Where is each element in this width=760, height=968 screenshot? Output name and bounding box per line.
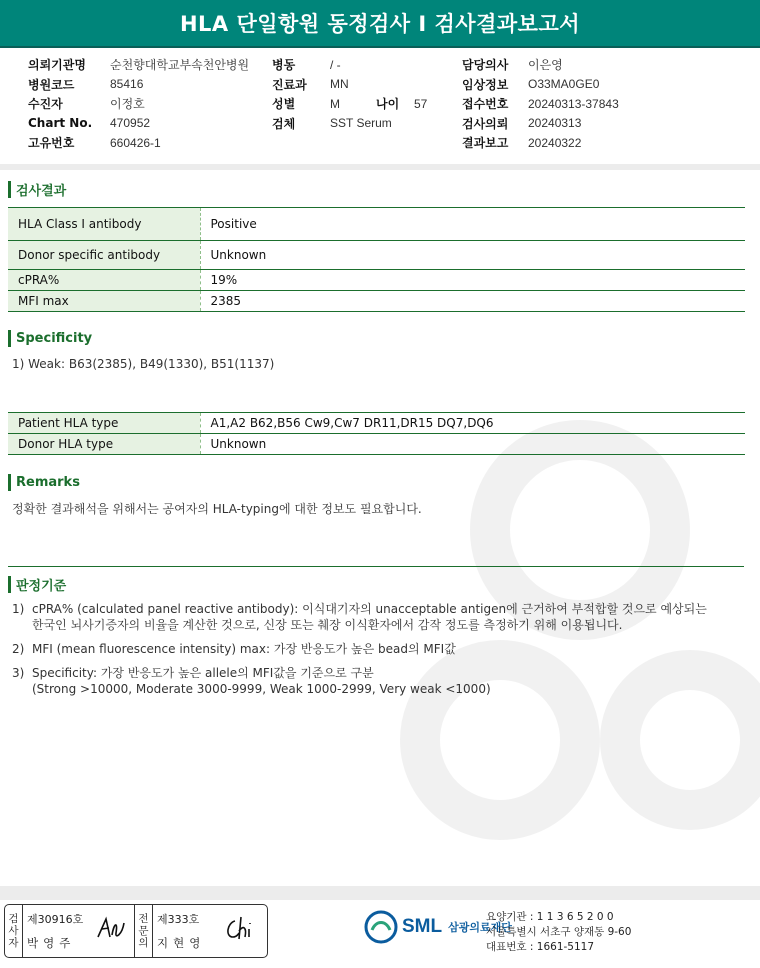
- specificity-heading: [8, 330, 92, 347]
- hla-key: Donor HLA type: [8, 434, 200, 455]
- result-value: Unknown: [200, 241, 745, 270]
- info-value: M: [330, 96, 340, 111]
- result-value: Positive: [200, 208, 745, 241]
- info-value: / -: [330, 57, 341, 72]
- info-value: 이은영: [528, 58, 563, 73]
- signer1-role-label: [5, 905, 23, 957]
- result-key: HLA Class I antibody: [8, 208, 200, 241]
- info-value: O33MA0GE0: [528, 77, 600, 92]
- signer2-role-label: [135, 905, 153, 957]
- report-title-bar: [0, 0, 760, 48]
- criteria-line: 한국인 뇌사기증자의 비율을 계산한 것으로, 신장 또는 췌장 이식환자에서 감작 정도를 측정하기 위해 이용됩니다.: [32, 618, 623, 632]
- info-label: 성별: [272, 97, 296, 112]
- divider: [0, 164, 760, 170]
- results-heading-text: 검사결과: [16, 184, 67, 199]
- signer2-name: 지현영: [157, 936, 206, 950]
- info-label: 의뢰기관명: [28, 58, 86, 73]
- info-label: 고유번호: [28, 136, 75, 151]
- hla-value: Unknown: [200, 434, 745, 455]
- heading-bar: [8, 576, 11, 593]
- patient-info-col3: [462, 55, 619, 153]
- patient-info-col1: [28, 55, 249, 153]
- info-label: 접수번호: [462, 97, 509, 112]
- signer2-signature-icon: [223, 915, 257, 943]
- criteria-line: Specificity: 가장 반응도가 높은 allele의 MFI값을 기준으로 구분: [32, 666, 374, 680]
- info-label: 진료과: [272, 77, 307, 92]
- signer1-cell: [23, 905, 135, 957]
- heading-bar: [8, 330, 11, 347]
- info-value: 20240313-37843: [528, 96, 619, 111]
- criteria-line: cPRA% (calculated panel reactive antibody): 이식대기자의 unacceptable antigen에 근거하여 부적합할 것으로 예상되는: [32, 602, 707, 616]
- signer2-license: 제333호: [157, 913, 200, 926]
- info-value: 85416: [110, 77, 144, 92]
- criteria-num: 1): [12, 602, 25, 616]
- hla-key: Patient HLA type: [8, 413, 200, 434]
- org-address: [486, 910, 631, 955]
- signature-box: [4, 904, 268, 958]
- info-label: Chart No.: [28, 116, 93, 131]
- specificity-text: 1) Weak: B63(2385), B49(1330), B51(1137): [12, 357, 275, 371]
- info-label: 병원코드: [28, 77, 75, 92]
- result-value: 19%: [200, 270, 745, 291]
- criteria-num: 3): [12, 666, 25, 680]
- criteria-heading: [8, 575, 66, 594]
- info-value: 470952: [110, 116, 151, 131]
- remarks-text: 정확한 결과해석을 위해서는 공여자의 HLA-typing에 대한 정보도 필요합니다.: [12, 502, 422, 516]
- role-char: 전: [138, 913, 149, 925]
- sml-logo-icon: [364, 910, 398, 944]
- info-label: 검체: [272, 116, 296, 131]
- criteria-num: 2): [12, 642, 25, 656]
- info-value: 20240313: [528, 116, 582, 131]
- criteria-item: [12, 641, 732, 657]
- info-label: 임상정보: [462, 77, 509, 92]
- age-label: 나이: [376, 97, 400, 112]
- specificity-heading-text: Specificity: [16, 331, 93, 346]
- signer2-cell: [153, 905, 265, 957]
- org-name: 삼광의료재단: [448, 921, 512, 934]
- info-label: 병동: [272, 58, 296, 73]
- info-value: 20240322: [528, 135, 582, 150]
- patient-info-col2: [272, 55, 427, 133]
- role-char: 문: [138, 925, 149, 937]
- info-value: 이정호: [110, 97, 145, 112]
- footer-divider: [0, 886, 760, 900]
- result-key: Donor specific antibody: [8, 241, 200, 270]
- report-title: HLA 단일항원 동정검사 I 검사결과보고서: [179, 12, 581, 36]
- table-row: [8, 291, 745, 312]
- result-key: MFI max: [8, 291, 200, 312]
- info-label: 검사의뢰: [462, 116, 509, 131]
- criteria-list: [12, 601, 732, 705]
- info-label: 수진자: [28, 97, 63, 112]
- info-value: 660426-1: [110, 135, 161, 150]
- role-char: 검: [8, 913, 19, 925]
- signer1-name: 박영주: [27, 936, 76, 950]
- signer1-license: 제30916호: [27, 913, 84, 926]
- criteria-divider: [8, 566, 744, 567]
- remarks-heading-text: Remarks: [16, 475, 80, 490]
- hla-type-table: [8, 412, 745, 455]
- address-line: 대표번호 : 1661-5117: [486, 941, 595, 953]
- signer1-signature-icon: [96, 915, 126, 943]
- role-char: 의: [138, 937, 149, 949]
- results-table: [8, 207, 745, 312]
- heading-bar: [8, 474, 11, 491]
- heading-bar: [8, 181, 11, 198]
- result-key: cPRA%: [8, 270, 200, 291]
- info-label: 담당의사: [462, 58, 509, 73]
- table-row: [8, 270, 745, 291]
- age-value: 57: [414, 96, 428, 111]
- hla-value: A1,A2 B62,B56 Cw9,Cw7 DR11,DR15 DQ7,DQ6: [200, 413, 745, 434]
- table-row: [8, 434, 745, 455]
- criteria-line: (Strong >10000, Moderate 3000-9999, Weak 1000-2999, Very weak <1000): [32, 682, 491, 696]
- result-value: 2385: [200, 291, 745, 312]
- logo-text: SML: [402, 916, 443, 937]
- criteria-item: [12, 601, 732, 633]
- criteria-item: [12, 665, 732, 697]
- criteria-line: MFI (mean fluorescence intensity) max: 가장 반응도가 높은 bead의 MFI값: [32, 642, 456, 656]
- info-value: 순천향대학교부속천안병원: [110, 58, 250, 73]
- criteria-heading-text: 판정기준: [16, 579, 67, 594]
- role-char: 사: [8, 925, 19, 937]
- remarks-heading: [8, 474, 80, 491]
- role-char: 자: [8, 937, 19, 949]
- address-line: 서울특별시 서초구 양재동 9-60: [486, 926, 632, 938]
- table-row: [8, 413, 745, 434]
- table-row: [8, 208, 745, 241]
- results-heading: [8, 180, 66, 199]
- info-value: MN: [330, 77, 349, 92]
- info-label: 결과보고: [462, 136, 509, 151]
- info-value: SST Serum: [330, 116, 392, 131]
- address-line: 요양기관 : 1 1 3 6 5 2 0 0: [486, 911, 614, 923]
- table-row: [8, 241, 745, 270]
